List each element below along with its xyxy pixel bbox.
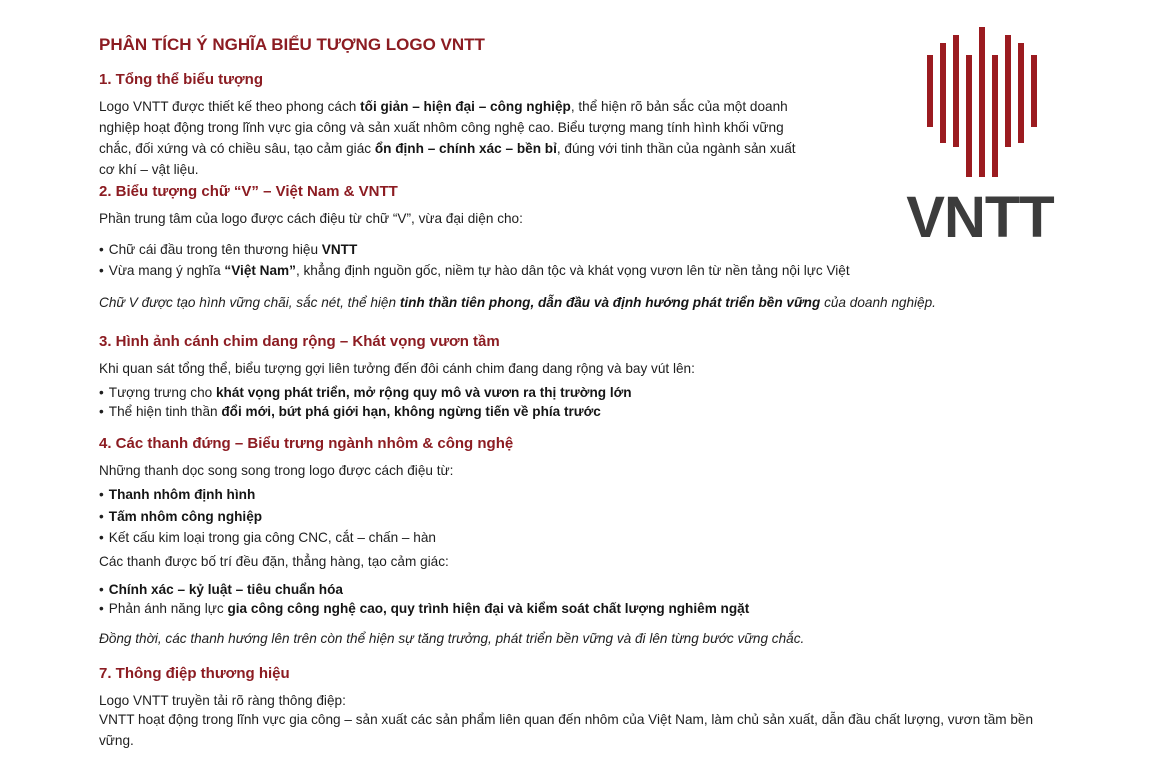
logo-bar bbox=[992, 55, 998, 177]
logo-bars bbox=[927, 27, 1037, 177]
list-item: • Tấm nhôm công nghiệp bbox=[99, 509, 262, 524]
list-item: • Chữ cái đầu trong tên thương hiệu VNTT bbox=[99, 242, 357, 257]
section-3-heading: 3. Hình ảnh cánh chim dang rộng – Khát vọng vươn tầm bbox=[99, 333, 500, 350]
list-item: • Thanh nhôm định hình bbox=[99, 487, 255, 502]
logo-bar bbox=[1031, 55, 1037, 127]
logo-bar bbox=[927, 55, 933, 127]
section-3-intro: Khi quan sát tổng thể, biểu tượng gợi liên tưởng đến đôi cánh chim đang dang rộng và bay vút lên: bbox=[99, 361, 695, 376]
list-item: • Kết cấu kim loại trong gia công CNC, cắt – chấn – hàn bbox=[99, 530, 436, 545]
section-1-paragraph: Logo VNTT được thiết kế theo phong cách tối giản – hiện đại – công nghiệp, thể hiện rõ bản sắc của một doanh nghiệp hoạt động trong lĩnh vực gia công và sản xuất nhôm công nghệ cao. Biểu tượng mang tính hình khối vững chắc, đối xứng và có chiều sâu, tạo cảm giác ổn định – chính xác – bền bỉ, đúng với tinh thần của ngành sản xuất cơ khí – vật liệu. bbox=[99, 99, 796, 177]
logo-bar bbox=[953, 35, 959, 147]
section-2-heading: 2. Biểu tượng chữ “V” – Việt Nam & VNTT bbox=[99, 183, 398, 200]
list-item: • Vừa mang ý nghĩa “Việt Nam”, khẳng định nguồn gốc, niềm tự hào dân tộc và khát vọng vươn lên từ nền tảng nội lực Việt bbox=[99, 263, 850, 278]
section-4-note: Đồng thời, các thanh hướng lên trên còn thể hiện sự tăng trưởng, phát triển bền vững và đi lên từng bước vững chắc. bbox=[99, 631, 805, 646]
logo-bar bbox=[979, 27, 985, 177]
list-item: • Chính xác – kỷ luật – tiêu chuẩn hóa bbox=[99, 582, 343, 597]
section-7-line-2: VNTT hoạt động trong lĩnh vực gia công – sản xuất các sản phẩm liên quan đến nhôm của Việt Nam, làm chủ sản xuất, dẫn đầu chất lượng, vươn tầm bền vững. bbox=[99, 712, 1034, 748]
section-2-note: Chữ V được tạo hình vững chãi, sắc nét, thể hiện tinh thần tiên phong, dẫn đầu và định hướng phát triển bền vững của doanh nghiệp. bbox=[99, 295, 936, 310]
logo-bar bbox=[1018, 43, 1024, 143]
logo-bar bbox=[940, 43, 946, 143]
list-item: • Tượng trưng cho khát vọng phát triển, mở rộng quy mô và vươn ra thị trường lớn bbox=[99, 385, 632, 400]
section-1-heading: 1. Tổng thể biểu tượng bbox=[99, 71, 264, 88]
page-title: PHÂN TÍCH Ý NGHĨA BIỂU TƯỢNG LOGO VNTT bbox=[99, 35, 485, 54]
list-item: • Phản ánh năng lực gia công công nghệ cao, quy trình hiện đại và kiểm soát chất lượng nghiêm ngặt bbox=[99, 601, 749, 616]
logo-text: VNTT bbox=[906, 185, 1054, 243]
section-7-line-1: Logo VNTT truyền tải rõ ràng thông điệp: bbox=[99, 693, 346, 708]
section-4-intro: Những thanh dọc song song trong logo được cách điệu từ: bbox=[99, 463, 454, 478]
logo-bar bbox=[1005, 35, 1011, 147]
list-item: • Thể hiện tinh thần đổi mới, bứt phá giới hạn, không ngừng tiến về phía trước bbox=[99, 404, 601, 419]
logo-bar bbox=[966, 55, 972, 177]
section-7-heading: 7. Thông điệp thương hiệu bbox=[99, 665, 290, 682]
section-2-intro: Phần trung tâm của logo được cách điệu từ chữ “V”, vừa đại diện cho: bbox=[99, 211, 523, 226]
vntt-logo bbox=[893, 25, 1068, 243]
section-4-heading: 4. Các thanh đứng – Biểu trưng ngành nhôm & công nghệ bbox=[99, 435, 514, 452]
section-4-intro-2: Các thanh được bố trí đều đặn, thẳng hàng, tạo cảm giác: bbox=[99, 554, 449, 569]
